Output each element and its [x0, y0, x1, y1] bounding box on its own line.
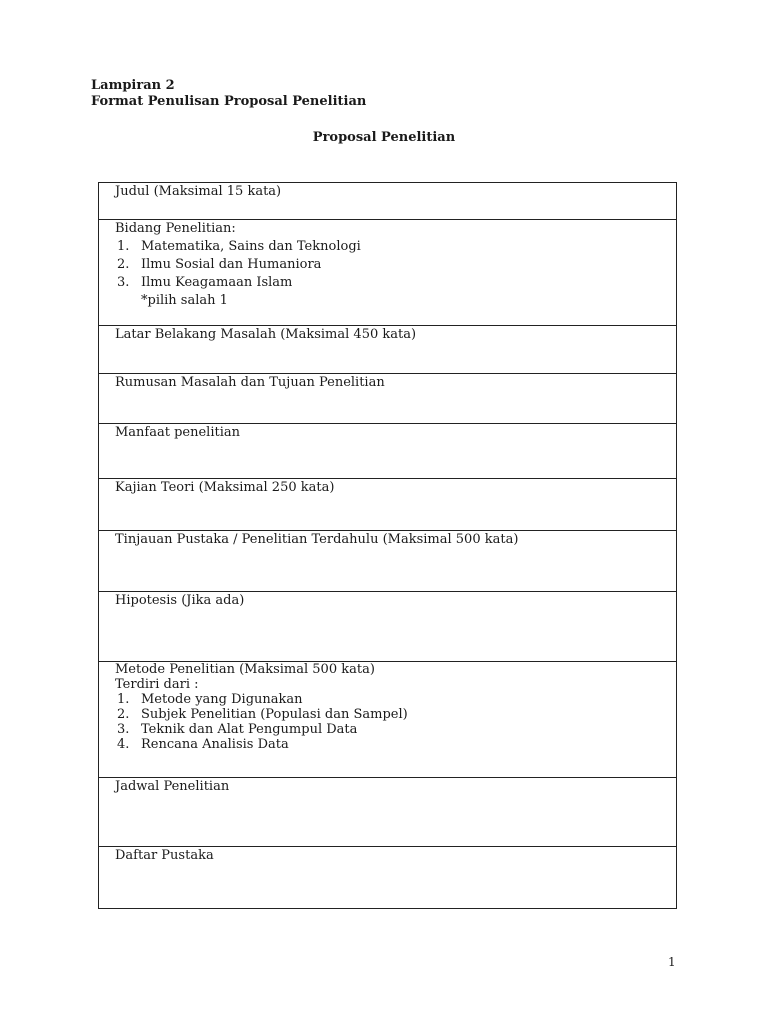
list-item	[115, 692, 676, 707]
row-label: Jadwal Penelitian	[115, 779, 230, 794]
list-item	[115, 722, 676, 737]
row-label: Hipotesis (Jika ada)	[115, 593, 245, 608]
row-label: Tinjauan Pustaka / Penelitian Terdahulu (Maksimal 500 kata)	[115, 532, 519, 547]
row-label: Metode Penelitian (Maksimal 500 kata)	[115, 662, 375, 677]
metode-subtitle: Terdiri dari :	[115, 677, 199, 692]
row-manfaat	[99, 424, 676, 479]
list-number: 3.	[117, 275, 130, 290]
row-kajian	[99, 479, 676, 531]
list-text: Metode yang Digunakan	[141, 692, 303, 707]
row-label: Latar Belakang Masalah (Maksimal 450 kata)	[115, 327, 417, 342]
row-rumusan	[99, 374, 676, 424]
list-item	[115, 737, 676, 752]
list-text: Matematika, Sains dan Teknologi	[141, 239, 361, 254]
metode-list	[115, 692, 676, 752]
row-label: Daftar Pustaka	[115, 848, 214, 863]
list-text: Ilmu Keagamaan Islam	[141, 275, 293, 290]
list-item	[115, 274, 676, 292]
row-label: Judul (Maksimal 15 kata)	[115, 184, 282, 199]
row-daftar	[99, 847, 676, 908]
list-text: Subjek Penelitian (Populasi dan Sampel)	[141, 707, 408, 722]
list-text: Teknik dan Alat Pengumpul Data	[141, 722, 358, 737]
row-label: Rumusan Masalah dan Tujuan Penelitian	[115, 375, 385, 390]
bidang-note: *pilih salah 1	[141, 293, 228, 308]
list-number: 1.	[117, 239, 130, 254]
row-label: Bidang Penelitian:	[115, 221, 236, 236]
row-tinjauan	[99, 531, 676, 592]
row-jadwal	[99, 778, 676, 847]
list-item	[115, 707, 676, 722]
list-item	[115, 256, 676, 274]
list-number: 2.	[117, 707, 130, 722]
format-title: Format Penulisan Proposal Penelitian	[91, 94, 367, 109]
row-judul	[99, 183, 676, 220]
bidang-list	[115, 238, 676, 292]
document-title: Proposal Penelitian	[312, 130, 456, 145]
row-latar	[99, 326, 676, 374]
row-label: Manfaat penelitian	[115, 425, 241, 440]
row-metode	[99, 662, 676, 778]
list-number: 4.	[117, 737, 130, 752]
list-number: 1.	[117, 692, 130, 707]
proposal-form-table	[98, 182, 677, 909]
appendix-label: Lampiran 2	[91, 78, 175, 93]
row-label: Kajian Teori (Maksimal 250 kata)	[115, 480, 335, 495]
list-number: 2.	[117, 257, 130, 272]
list-text: Rencana Analisis Data	[141, 737, 289, 752]
page-number: 1	[668, 955, 676, 969]
row-hipotesis	[99, 592, 676, 662]
list-text: Ilmu Sosial dan Humaniora	[141, 257, 322, 272]
row-bidang	[99, 220, 676, 326]
list-number: 3.	[117, 722, 130, 737]
list-item	[115, 238, 676, 256]
